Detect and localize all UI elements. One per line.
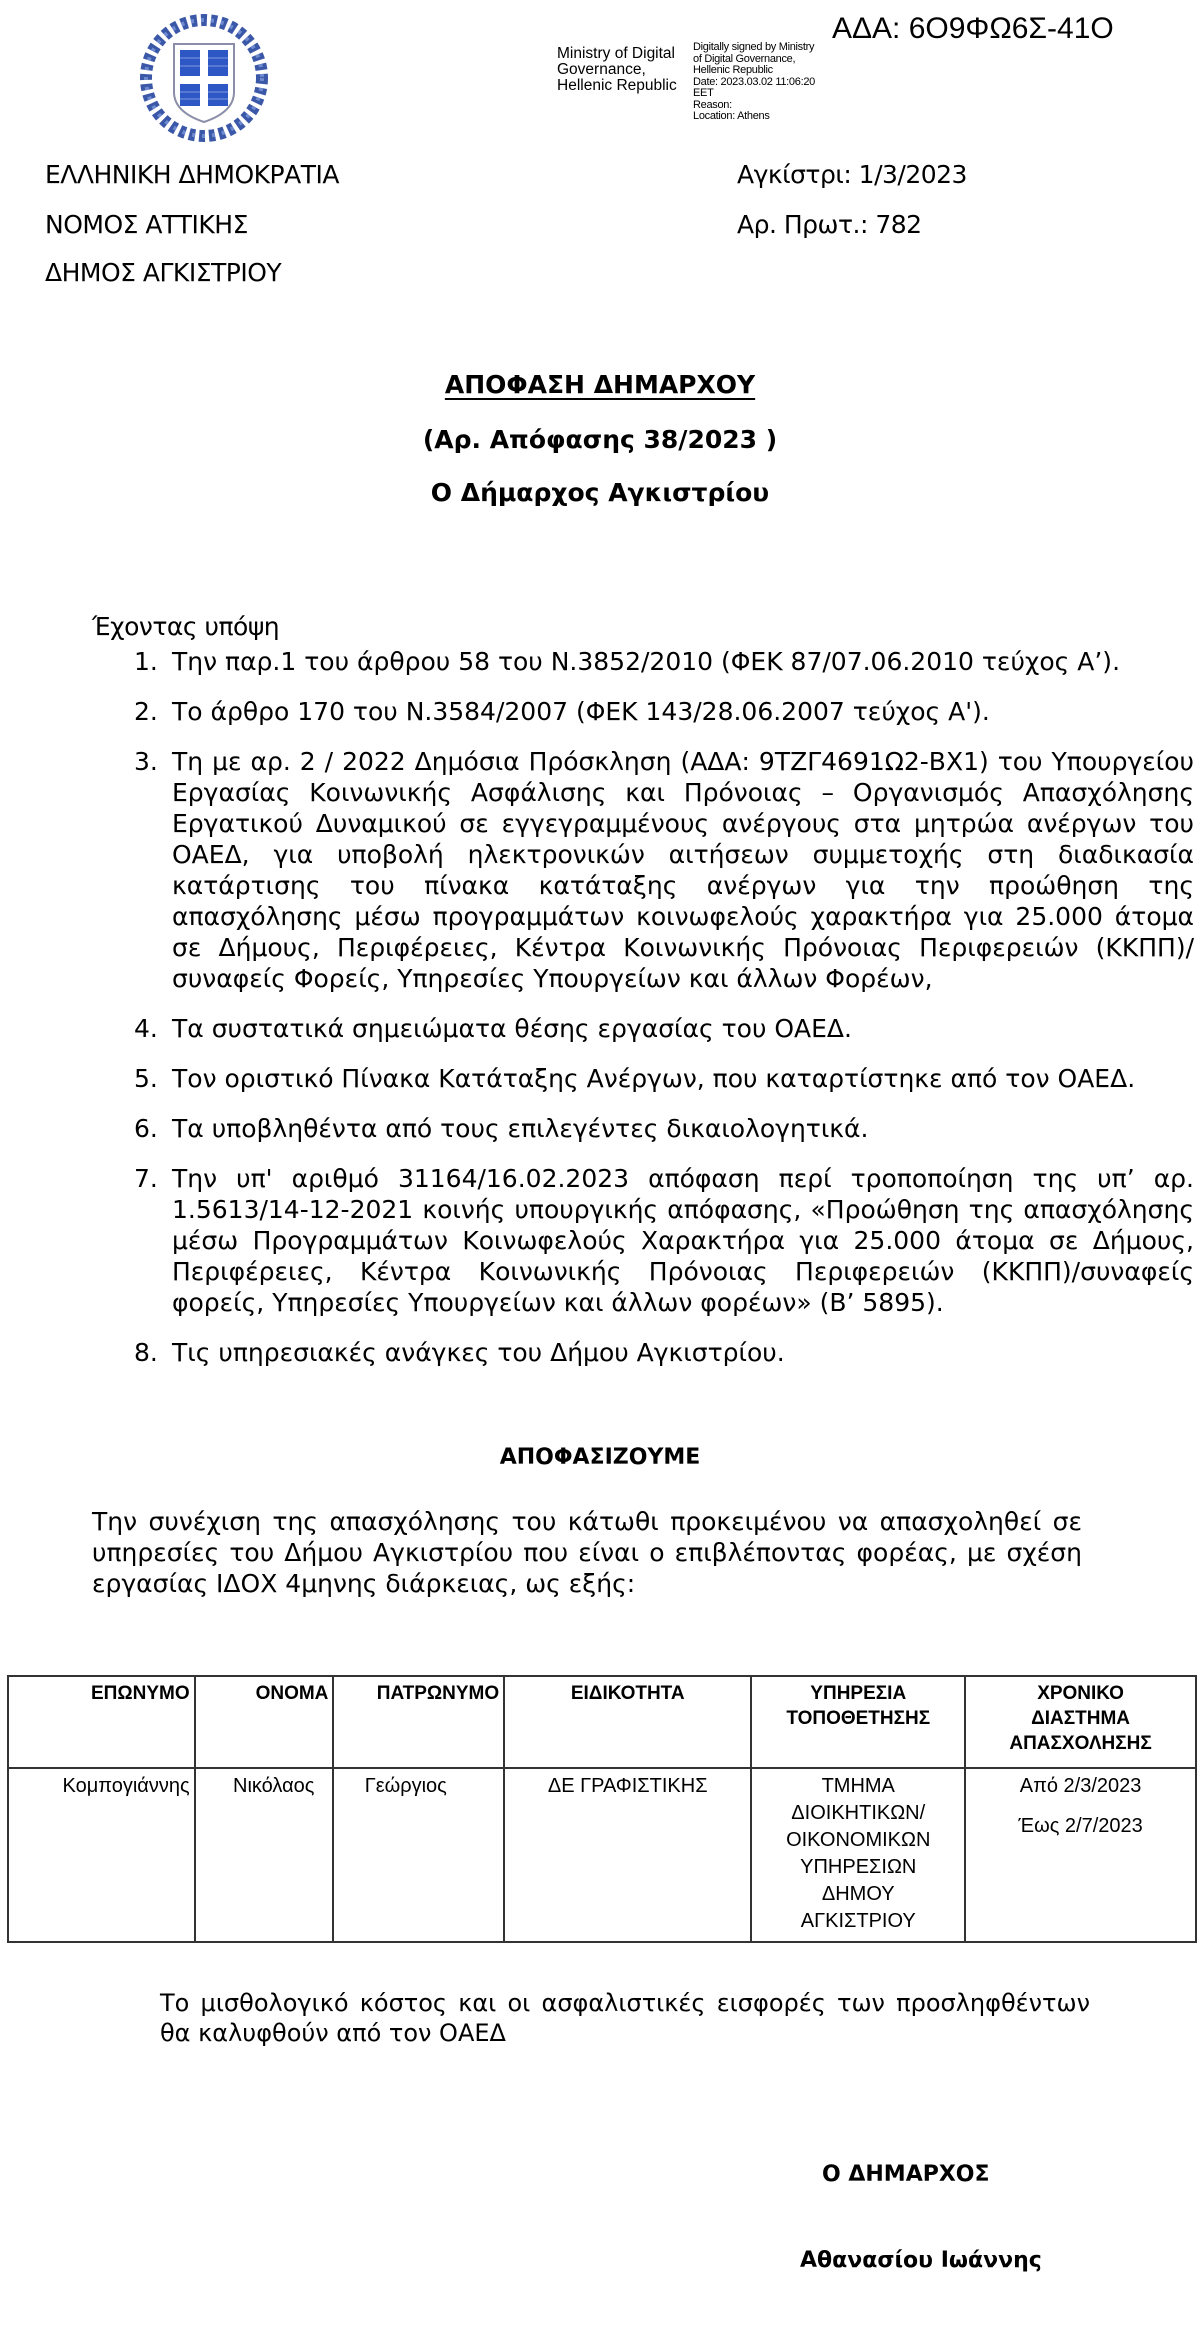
page-title (0, 370, 1200, 399)
signature-line: EET (693, 87, 714, 99)
item-number: 2. (134, 697, 158, 726)
cell-father: Γεώργιος (333, 1768, 504, 1942)
table-row (8, 1768, 1196, 1942)
list-item (134, 646, 1194, 677)
service-line: ΔΗΜΟΥ (821, 1883, 895, 1905)
column-header-name: ΟΝΟΜΑ (195, 1676, 334, 1768)
signature-line: Date: 2023.03.02 11:06:20 (693, 75, 815, 88)
greek-coat-of-arms-icon (140, 14, 268, 142)
signature-line: of Digital Governance, (693, 52, 796, 65)
signature-line: Reason: (693, 98, 732, 111)
signature-line: Digitally signed by Ministry (693, 41, 815, 53)
item-text: Τα υποβληθέντα από τους επιλεγέντες δικαιολογητικά. (172, 1114, 869, 1143)
employee-table (7, 1675, 1197, 1943)
cell-period (965, 1768, 1196, 1942)
service-line: ΑΓΚΙΣΤΡΙΟΥ (800, 1910, 916, 1932)
list-item (134, 1337, 1194, 1368)
cell-service (751, 1768, 965, 1942)
period-from: Από 2/3/2023 (1019, 1775, 1142, 1797)
list-item (134, 696, 1194, 727)
column-header-service: ΥΠΗΡΕΣΙΑ ΤΟΠΟΘΕΤΗΣΗΣ (751, 1676, 965, 1768)
column-header-surname: ΕΠΩΝΥΜΟ (8, 1676, 195, 1768)
cell-name: Νικόλαος (195, 1768, 334, 1942)
item-number: 5. (134, 1064, 158, 1093)
list-item (134, 1013, 1194, 1044)
digital-signature-info (693, 42, 815, 123)
signature-name: Αθανασίου Ιωάννης (800, 2248, 1042, 2273)
service-line: ΤΜΗΜΑ (821, 1775, 895, 1797)
ada-code: ΑΔΑ: 6Ο9ΦΩ6Σ-41Ο (832, 12, 1114, 45)
item-number: 8. (134, 1338, 158, 1367)
ministry-line: Hellenic Republic (557, 77, 677, 94)
item-number: 1. (134, 647, 158, 676)
item-number: 6. (134, 1114, 158, 1143)
column-header-father: ΠΑΤΡΩΝΥΜΟ (333, 1676, 504, 1768)
ministry-line: Governance, (557, 61, 646, 78)
decision-heading: ΑΠΟΦΑΣΙΖΟΥΜΕ (499, 1445, 701, 1470)
list-item (134, 1063, 1194, 1094)
period-to: Έως 2/7/2023 (1018, 1815, 1143, 1837)
list-item (134, 1163, 1194, 1318)
column-header-period: ΧΡΟΝΙΚΟ ΔΙΑΣΤΗΜΑ ΑΠΑΣΧΟΛΗΣΗΣ (965, 1676, 1196, 1768)
item-text: Τη με αρ. 2 / 2022 Δημόσια Πρόσκληση (ΑΔΑ: 9ΤΖΓ4691Ω2-ΒΧ1) του Υπουργείου Εργασίας Κοινωνικής Ασφάλισης και Πρόνοιας – Οργανισμός Απασχόλησης Εργατικού Δυναμικού σε εγγεγραμμένους ανέργους στα μητρώα ανέργων του ΟΑΕΔ, για υποβολή ηλεκτρονικών αιτήσεων συμμετοχής στη διαδικασία κατάρτισης του πίνακα κατάταξης ανέργων για την προώθηση της απασχόλησης μέσω προγραμμάτων κοινωφελούς χαρακτήρα για 25.000 άτομα σε Δήμους, Περιφέρειες, Κέντρα Κοινωνικής Πρόνοιας Περιφερειών (ΚΚΠΠ)/ συναφείς Φορείς, Υπηρεσίες Υπουργείων και άλλων Φορέων, (172, 747, 1194, 993)
item-text: Τα συστατικά σημειώματα θέσης εργασίας του ΟΑΕΔ. (172, 1014, 852, 1043)
item-text: Την υπ' αριθμό 31164/16.02.2023 απόφαση περί τροποποίηση της υπ’ αρ. 1.5613/14-12-2021 κοινής υπουργικής απόφασης, «Προώθηση της απασχόλησης μέσω Προγραμμάτων Κοινωφελούς Χαρακτήρα για 25.000 άτομα σε Δήμους, Περιφέρειες, Κέντρα Κοινωνικής Πρόνοιας Περιφερειών (ΚΚΠΠ)/συναφείς φορείς, Υπηρεσίες Υπουργείων και άλλων φορέων» (Β’ 5895). (172, 1164, 1194, 1317)
considerations-intro: Έχοντας υπόψη (92, 612, 280, 641)
item-text: Το άρθρο 170 του Ν.3584/2007 (ΦΕΚ 143/28.06.2007 τεύχος Α'). (172, 697, 990, 726)
list-item (134, 1113, 1194, 1144)
signature-line: Hellenic Republic (693, 64, 773, 76)
ministry-line: Ministry of Digital (557, 45, 675, 62)
municipality-label: ΔΗΜΟΣ ΑΓΚΙΣΤΡΙΟΥ (45, 258, 282, 287)
ministry-stamp (557, 46, 677, 94)
list-item (134, 746, 1194, 994)
decision-text: Την συνέχιση της απασχόλησης του κάτωθι προκειμένου να απασχοληθεί σε υπηρεσίες του Δήμου Αγκιστρίου που είναι ο επιβλέποντας φορέας, με σχέση εργασίας ΙΔΟΧ 4μηνης διάρκειας, ως εξής: (92, 1507, 1082, 1598)
item-text: Την παρ.1 του άρθρου 58 του Ν.3852/2010 (ΦΕΚ 87/07.06.2010 τεύχος Α’). (172, 647, 1121, 676)
service-line: ΟΙΚΟΝΟΜΙΚΩΝ (786, 1829, 931, 1851)
item-text: Τις υπηρεσιακές ανάγκες του Δήμου Αγκιστρίου. (172, 1338, 785, 1367)
column-header-specialty: ΕΙΔΙΚΟΤΗΤΑ (504, 1676, 751, 1768)
cell-surname: Κομπογιάννης (8, 1768, 195, 1942)
place-date: Αγκίστρι: 1/3/2023 (737, 160, 967, 189)
decision-title: ΑΠΟΦΑΣΗ ΔΗΜΑΡΧΟΥ (444, 370, 756, 399)
service-line: ΥΠΗΡΕΣΙΩΝ (800, 1856, 917, 1878)
considerations-list (134, 646, 1194, 1368)
prefecture-label: ΝΟΜΟΣ ΑΤΤΙΚΗΣ (45, 210, 248, 239)
item-number: 3. (134, 747, 158, 776)
signature-line: Location: Athens (693, 110, 770, 122)
republic-label: ΕΛΛΗΝΙΚΗ ΔΗΜΟΚΡΑΤΙΑ (45, 160, 339, 189)
protocol-number: Αρ. Πρωτ.: 782 (737, 210, 922, 239)
service-line: ΔΙΟΙΚΗΤΙΚΩΝ/ (791, 1802, 926, 1824)
table-header-row (8, 1676, 1196, 1768)
decision-number: (Αρ. Απόφασης 38/2023 ) (422, 425, 778, 454)
item-text: Τον οριστικό Πίνακα Κατάταξης Ανέργων, που καταρτίστηκε από τον ΟΑΕΔ. (172, 1064, 1136, 1093)
signature-role: Ο ΔΗΜΑΡΧΟΣ (822, 2162, 990, 2187)
cell-specialty: ΔΕ ΓΡΑΦΙΣΤΙΚΗΣ (504, 1768, 751, 1942)
item-number: 7. (134, 1164, 158, 1193)
decision-subtitle: Ο Δήμαρχος Αγκιστρίου (430, 478, 770, 507)
cost-note: Το μισθολογικό κόστος και οι ασφαλιστικές εισφορές των προσληφθέντων θα καλυφθούν από τον ΟΑΕΔ (160, 1989, 1090, 2047)
item-number: 4. (134, 1014, 158, 1043)
